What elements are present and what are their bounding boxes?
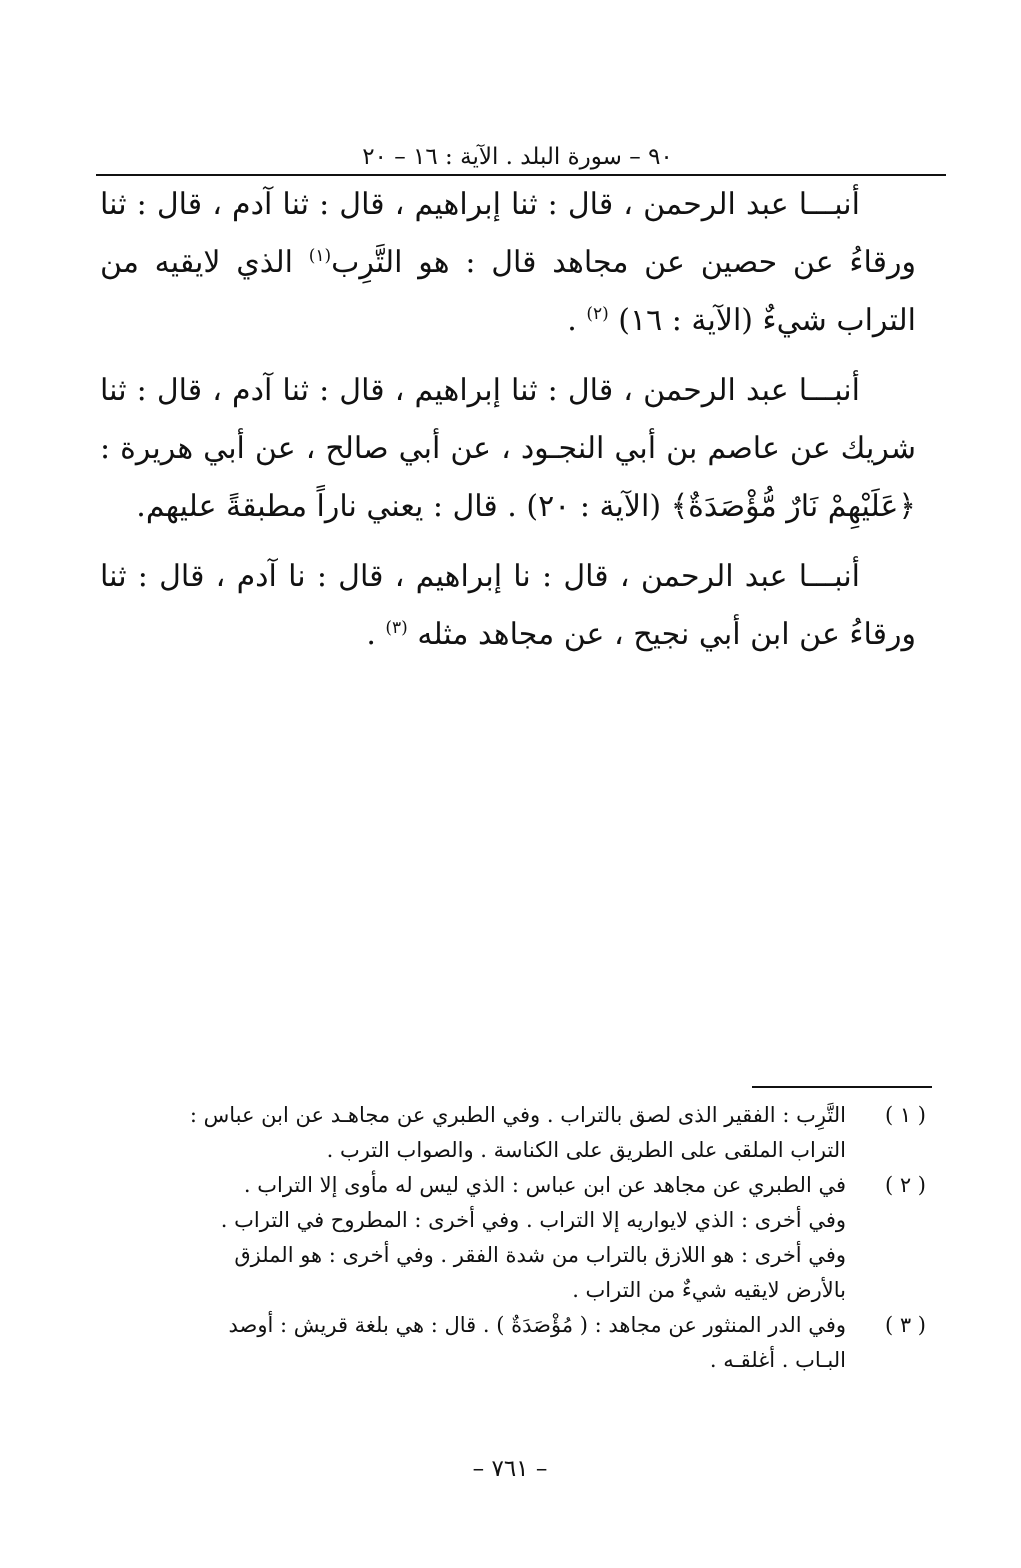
footnote-line: وفي أخرى : هو اللازق بالتراب من شدة الفقر . وفي أخرى : هو الملزق <box>234 1243 846 1267</box>
footnote-line: في الطبري عن مجاهد عن ابن عباس : الذي ليس له مأوى إلا التراب . <box>243 1173 846 1197</box>
paragraph-1 <box>100 176 916 350</box>
footnote-ref-2: (٢) <box>586 304 609 324</box>
paragraph-1-end: . <box>567 303 587 338</box>
footnote-number: ( ٣ ) <box>884 1313 926 1337</box>
footnote-number: ( ١ ) <box>884 1103 926 1127</box>
footnote-ref-3: (٣) <box>385 618 408 638</box>
footnote-line: وفي الدر المنثور عن مجاهد : ( مُؤْصَدَةٌ ) . قال : هي بلغة قريش : أوصد <box>228 1313 846 1337</box>
footnote-ref-1: (١) <box>308 246 332 266</box>
paragraph-3-text: أنبـــا عبد الرحمن ، قال : نا إبراهيم ، قال : نا آدم ، قال : ثنا ورقاءُ عن ابن أبي نجيح ، عن مجاهد مثله <box>100 559 916 652</box>
paragraph-3 <box>100 548 916 664</box>
paragraph-1-text: أنبـــا عبد الرحمن ، قال : ثنا إبراهيم ، قال : ثنا آدم ، قال : ثنا ورقاءُ عن حصين عن مجاهد قال : هو التَّرِب <box>100 187 916 280</box>
paragraph-2 <box>100 362 916 536</box>
footnote-number: ( ٢ ) <box>884 1173 926 1197</box>
footnote-line: وفي أخرى : الذي لايواريه إلا التراب . وفي أخرى : المطروح في التراب . <box>220 1208 846 1232</box>
footnote-1 <box>104 1098 926 1168</box>
main-text <box>100 176 916 676</box>
paragraph-1-tail: الذي لايقيه من التراب شيءٌ (الآية : ١٦) <box>100 245 916 338</box>
running-header: ٩٠ – سورة البلد . الآية : ١٦ – ٢٠ <box>362 144 673 170</box>
footnote-2 <box>104 1168 926 1308</box>
footnote-3 <box>104 1308 926 1378</box>
page-number: – ٧٦١ – <box>472 1456 548 1482</box>
paragraph-3-end: . <box>366 617 386 652</box>
footnote-line: التَّرِب : الفقير الذى لصق بالتراب . وفي الطبري عن مجاهـد عن ابن عباس : <box>189 1103 846 1127</box>
paragraph-2-text: أنبـــا عبد الرحمن ، قال : ثنا إبراهيم ، قال : ثنا آدم ، قال : ثنا شريك عن عاصم بن أبي النجـود ، عن أبي صالح ، عن أبي هريرة : ﴿عَلَيْهِمْ نَارٌ مُّؤْصَدَةٌ﴾ (الآية : ٢٠) . قال : يعني ناراً مطبقةً عليهم. <box>100 373 916 524</box>
footnote-rule <box>752 1086 932 1088</box>
footnote-line: التراب الملقى على الطريق على الكناسة . والصواب الترب . <box>326 1138 846 1162</box>
footnote-line: بالأرض لايقيه شيءٌ من التراب . <box>572 1278 846 1302</box>
footnotes <box>104 1098 926 1378</box>
footnote-line: البـاب . أغلقـه . <box>709 1348 846 1372</box>
